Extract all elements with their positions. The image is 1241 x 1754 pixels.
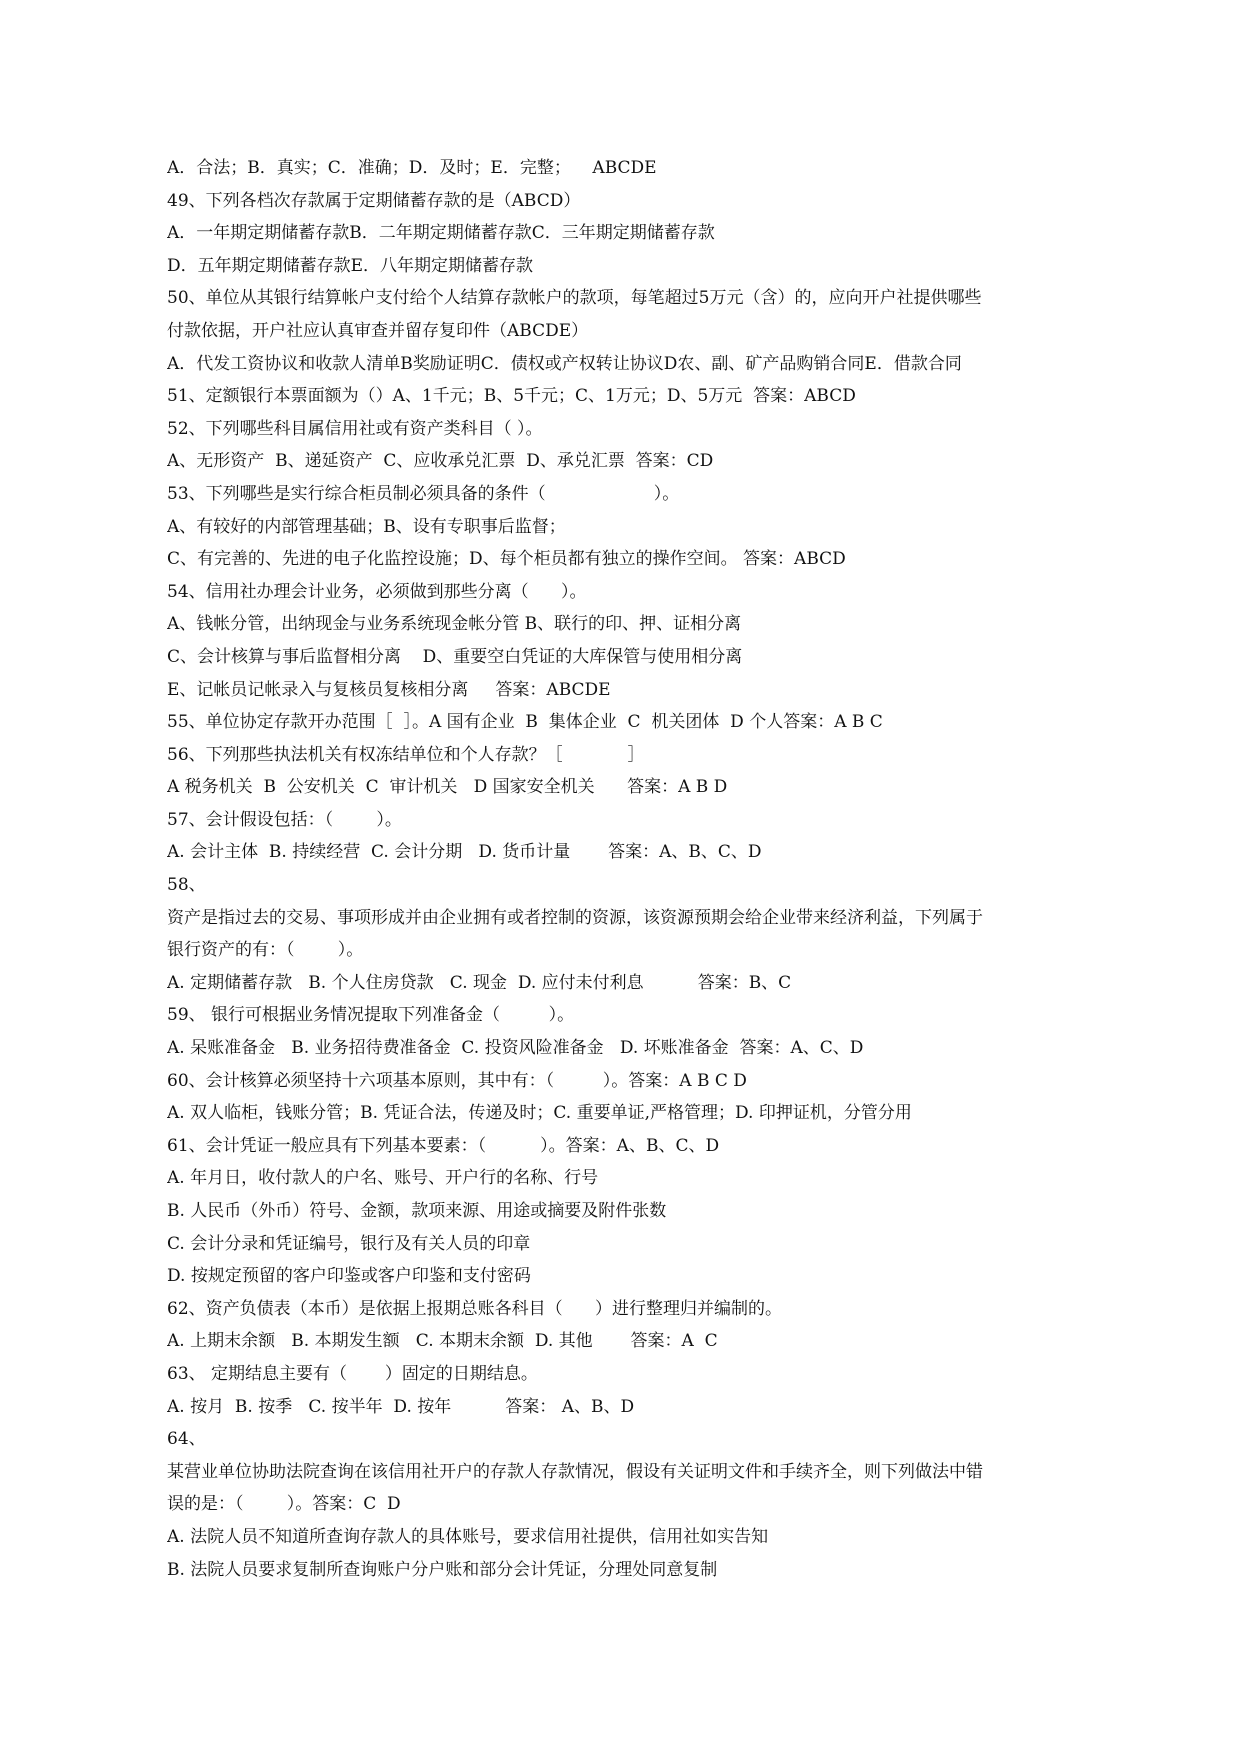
question-61: 61、会计凭证一般应具有下列基本要素：（ ）。答案：A、B、C、D [167, 1135, 720, 1156]
question-53: 53、下列哪些是实行综合柜员制必须具备的条件（ ）。 [167, 483, 680, 504]
question-50: 50、单位从其银行结算帐户支付给个人结算存款帐户的款项，每笔超过5万元（含）的，应向开户社提供哪些 [167, 288, 982, 309]
text-line: C、有完善的、先进的电子化监控设施；D、每个柜员都有独立的操作空间。 答案：ABCD [167, 549, 846, 570]
question-51: 51、定额银行本票面额为（）A、1千元；B、5千元；C、1万元；D、5万元 答案：ABCD [167, 386, 856, 407]
question-63: 63、 定期结息主要有（ ）固定的日期结息。 [167, 1363, 538, 1384]
question-62: 62、资产负债表（本币）是依据上报期总账各科目（ ）进行整理归并编制的。 [167, 1298, 783, 1319]
text-line: A、钱帐分管，出纳现金与业务系统现金帐分管 B、联行的印、押、证相分离 [167, 614, 742, 635]
question-60: 60、会计核算必须坚持十六项基本原则，其中有：（ ）。答案：A B C D [167, 1070, 747, 1091]
text-line: A. 按月 B. 按季 C. 按半年 D. 按年 答案： A、B、D [167, 1396, 635, 1417]
text-line: 付款依据，开户社应认真审查并留存复印件（ABCDE） [167, 320, 589, 341]
question-58: 58、 [167, 875, 206, 896]
text-line: A、有较好的内部管理基础；B、设有专职事后监督； [167, 516, 566, 537]
document-page [167, 152, 1087, 1586]
text-line: B. 法院人员要求复制所查询账户分户账和部分会计凭证，分理处同意复制 [167, 1559, 718, 1580]
question-52: 52、下列哪些科目属信用社或有资产类科目（ ）。 [167, 418, 543, 439]
text-line: B. 人民币（外币）符号、金额，款项来源、用途或摘要及附件张数 [167, 1201, 667, 1221]
text-line: E、记帐员记帐录入与复核员复核相分离 答案：ABCDE [167, 679, 611, 700]
text-line: A. 上期末余额 B. 本期发生额 C. 本期末余额 D. 其他 答案：A C [167, 1331, 718, 1352]
question-57: 57、会计假设包括：（ ）。 [167, 809, 402, 830]
question-64: 64、 [167, 1429, 206, 1450]
question-54: 54、信用社办理会计业务，必须做到那些分离（ ）。 [167, 581, 587, 602]
text-line: A. 双人临柜，钱账分管；B. 凭证合法，传递及时；C. 重要单证,严格管理；D. 印押证机，分管分用 [167, 1103, 912, 1124]
text-line: A. 年月日，收付款人的户名、账号、开户行的名称、行号 [167, 1168, 599, 1189]
text-line: A. 会计主体 B. 持续经营 C. 会计分期 D. 货币计量 答案：A、B、C、D [167, 842, 762, 863]
text-line: A. 呆账准备金 B. 业务招待费准备金 C. 投资风险准备金 D. 坏账准备金 答案：A、C、D [167, 1038, 864, 1059]
text-line: D. 按规定预留的客户印鉴或客户印鉴和支付密码 [167, 1266, 531, 1287]
text-line: C、会计核算与事后监督相分离 D、重要空白凭证的大库保管与使用相分离 [167, 646, 743, 667]
text-line: D．五年期定期储蓄存款E．八年期定期储蓄存款 [167, 255, 534, 276]
text-line: C. 会计分录和凭证编号，银行及有关人员的印章 [167, 1233, 531, 1254]
question-59: 59、 银行可根据业务情况提取下列准备金（ ）。 [167, 1005, 575, 1026]
question-49: 49、下列各档次存款属于定期储蓄存款的是（ABCD） [167, 190, 581, 211]
text-line: 银行资产的有：（ ）。 [167, 940, 364, 961]
question-55: 55、单位协定存款开办范围［ ］。A 国有企业 B 集体企业 C 机关团体 D 个人答案：A B C [167, 712, 883, 733]
text-line: 资产是指过去的交易、事项形成并由企业拥有或者控制的资源，该资源预期会给企业带来经济利益，下列属于 [167, 907, 983, 928]
text-line: A、无形资产 B、递延资产 C、应收承兑汇票 D、承兑汇票 答案：CD [167, 451, 714, 472]
text-line: A．一年期定期储蓄存款B．二年期定期储蓄存款C．三年期定期储蓄存款 [167, 223, 715, 244]
text-line: A．代发工资协议和收款人清单B奖励证明C．债权或产权转让协议D农、副、矿产品购销合同E．借款合同 [167, 353, 962, 374]
text-line: A. 定期储蓄存款 B. 个人住房贷款 C. 现金 D. 应付未付利息 答案：B、C [167, 972, 792, 993]
text-line: A．合法；B．真实；C．准确；D．及时；E．完整； ABCDE [167, 158, 657, 178]
text-line: A. 法院人员不知道所查询存款人的具体账号，要求信用社提供，信用社如实告知 [167, 1526, 769, 1547]
text-line: A 税务机关 B 公安机关 C 审计机关 D 国家安全机关 答案：A B D [167, 777, 728, 798]
text-line: 误的是：（ ）。答案：C D [167, 1494, 401, 1515]
text-line: 某营业单位协助法院查询在该信用社开户的存款人存款情况，假设有关证明文件和手续齐全，则下列做法中错 [167, 1461, 983, 1482]
question-56: 56、下列那些执法机关有权冻结单位和个人存款？［ ］ [167, 744, 645, 765]
